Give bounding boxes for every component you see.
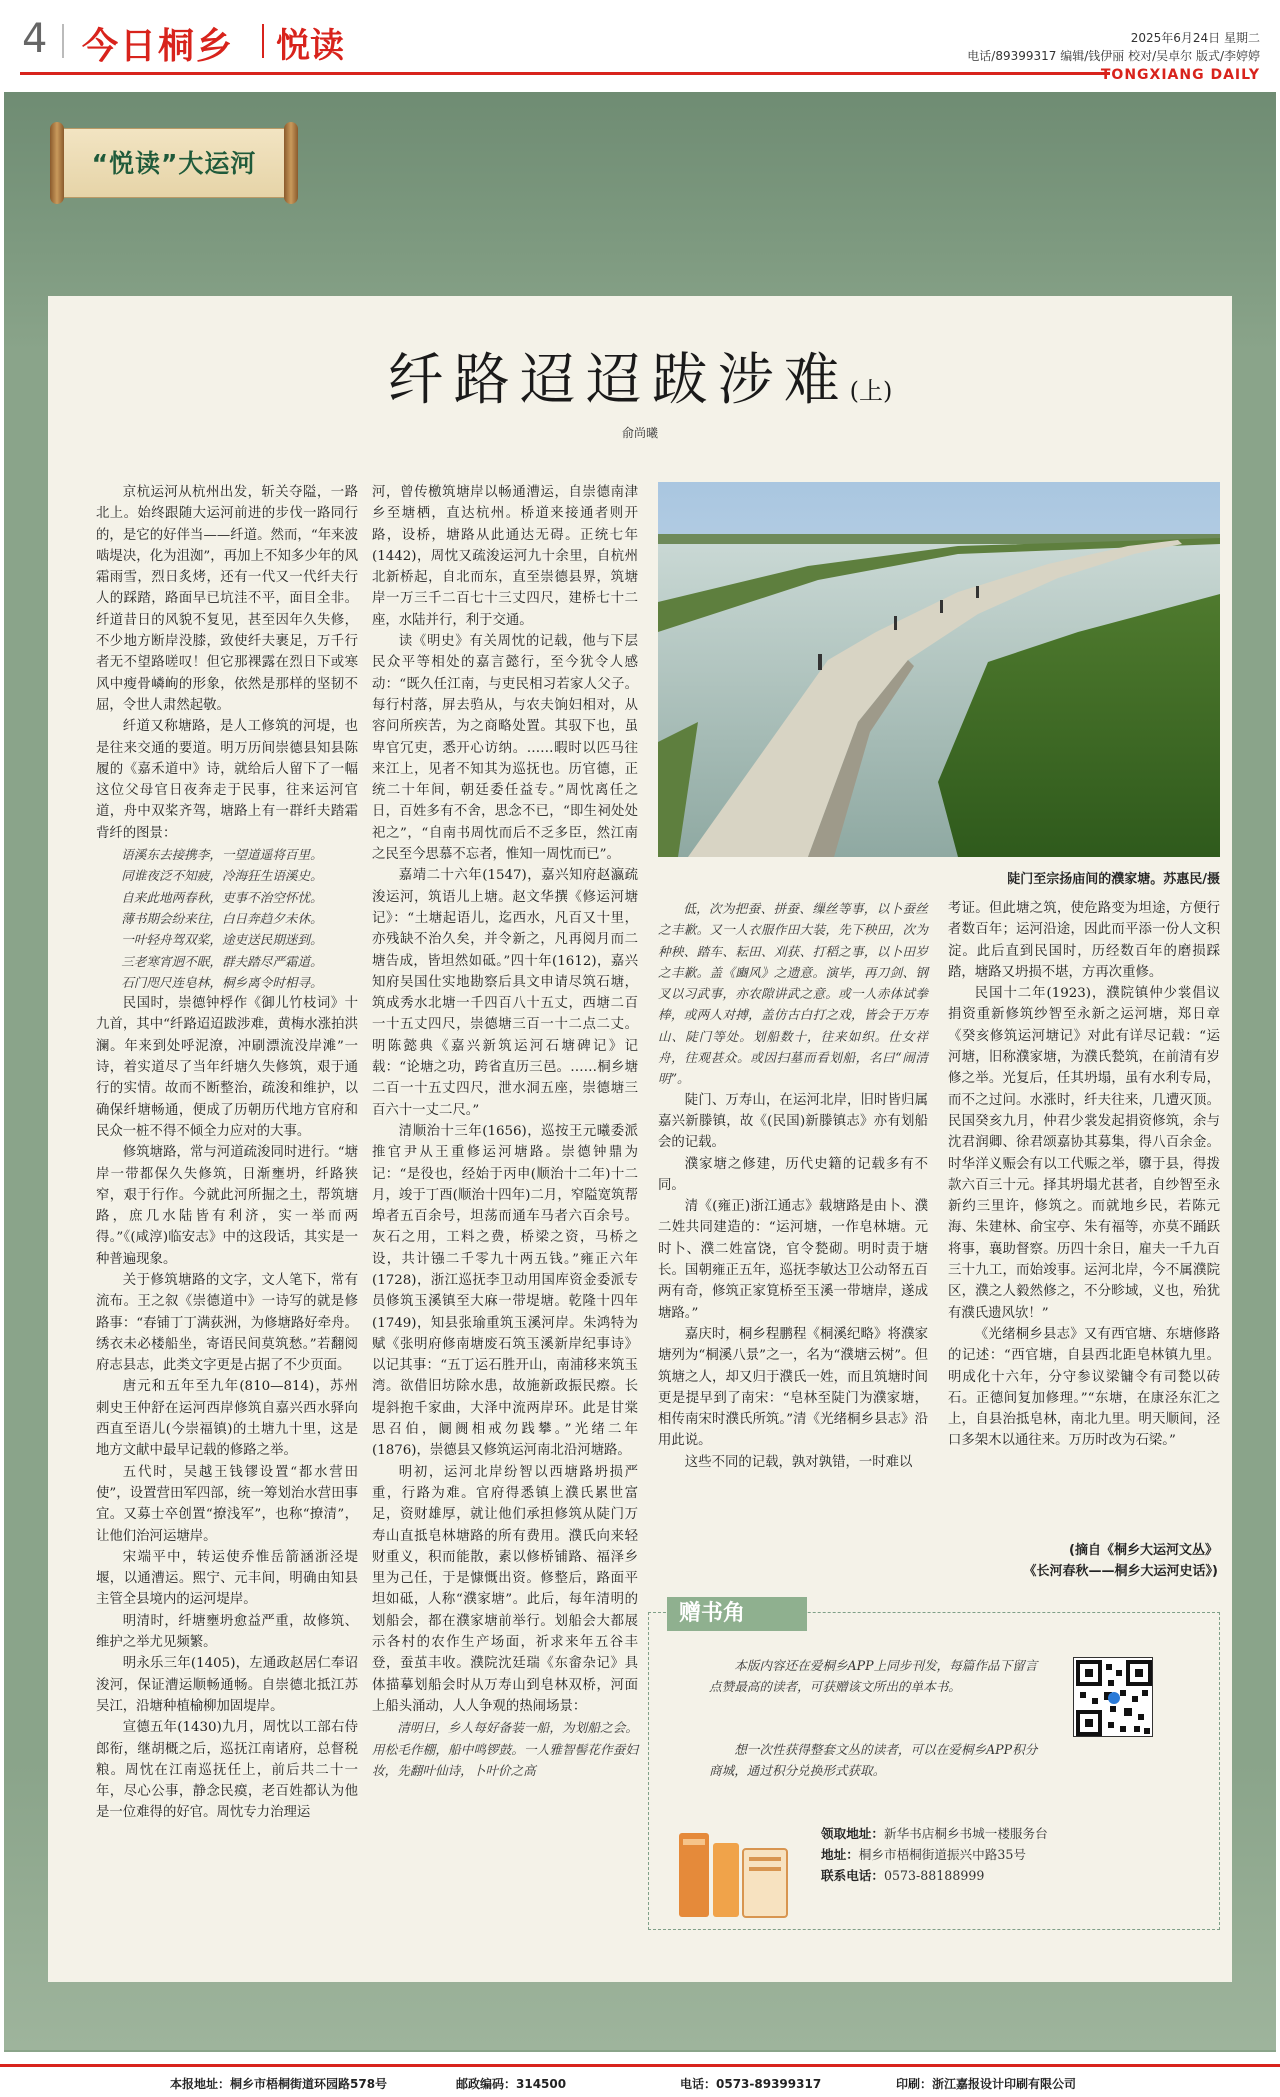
issue-date: 2025年6月24日 星期二 [1130, 31, 1260, 45]
pickup-address-label: 领取地址： [821, 1826, 884, 1841]
paragraph: 京杭运河从杭州出发，斩关夺隘，一路北上。始终跟随大运河前进的步伐一路同行的，是它的好伴当——纤道。然而，“年来波啮堤决，化为沮洳”，再加上不知多少年的风霜雨雪，烈日炙烤，还有一代又一代纤夫行人的踩踏，路面早已坑洼不平，面目全非。纤道昔日的风貌不复见，甚至因年久失修，不少地方断岸没膝，致使纤夫裹足，万千行者无不望路嗟叹！但它那裸露在烈日下或寒风中瘦骨嶙峋的形象，依然是那样的坚韧不屈，令世人肃然起敬。 [96, 485, 358, 713]
paragraph: 这些不同的记载，孰对孰错，一时难以 [684, 1454, 913, 1470]
paragraph: 读《明史》有关周忱的记载，他与下层民众平等相处的嘉言懿行，至今犹令人感动：“既久任江南，与吏民相习若家人父子。每行村落，屏去驺从，与农夫饷妇相对，从容问所疾苦，为之商略处置。其驭下也，虽卑官冗吏，悉开心访纳。……暇时以匹马往来江上，见者不知其为巡抚也。历官德，正统二十年间，朝廷委任益专。”周忱离任之日，百姓多有不舍，思念不已，“即生祠处处祀之”，“自南书周忱而后不乏多臣，然江南之民至今思慕不忘者，惟知一周忱而已”。 [372, 634, 638, 863]
article-author: 俞尚曦 [621, 426, 658, 440]
masthead-rule [20, 72, 1110, 75]
books-illustration-icon [669, 1809, 799, 1919]
text-column-3 [658, 898, 928, 1473]
footer-phone: 电话：0573-89399317 [680, 2077, 822, 2091]
text-column-2 [372, 482, 638, 1781]
masthead [0, 0, 1280, 86]
source-note-line: 《长河春秋——桐乡大运河史话》) [1023, 1564, 1218, 1579]
page-number: 4 [22, 16, 48, 62]
paragraph: 修筑塘路，常与河道疏浚同时进行。“塘岸一带都保久失修筑，日渐壅坍，纤路狭窄，艰于行作。今就此河所掘之土，帮筑塘路，庶几水陆皆有利济，实一举而两得。”《(咸淳)临安志》中的这段话，其实是一种普遍现象。 [96, 1145, 358, 1267]
source-note [968, 1540, 1218, 1582]
qr-code-icon[interactable] [1073, 1657, 1153, 1737]
paragraph: 《光绪桐乡县志》又有西官塘、东塘修路的记述：“西官塘，自县西北距皂林镇九里。明成化十六年，分守参议梁镛令有司甃以砖石。正德间复加修理。”“东塘，在康泾东汇之上，自县治抵皂林，南北九里。明天顺间，泾口多架木以通往来。万历时改为石梁。” [948, 1326, 1220, 1449]
footer-postcode: 邮政编码：314500 [456, 2077, 567, 2091]
paragraph: 清《(雍正)浙江通志》载塘路是由卜、濮二姓共同建造的：“运河塘，一作皂林塘。元时卜、濮二姓富饶，官令甃砌。明时责于塘长。国朝雍正五年，巡抚李敏达卫公动帑五百两有奇，修筑正家筧桥至玉溪一带塘岸，遂成塘路。” [658, 1199, 928, 1321]
editorial-staff: 电话/89399317 编辑/钱伊丽 校对/吴卓尔 版式/李婷婷 [967, 49, 1260, 63]
poem-line: 石门咫尺连皂林，桐乡离令时相寻。 [121, 974, 323, 990]
paragraph: 五代时，吴越王钱镠设置“都水营田使”，设置营田军四部，统一筹划治水营田事宜。又募士卒创置“撩浅军”，也称“撩清”，让他们治河运塘岸。 [96, 1464, 358, 1544]
paragraph: 河，曾传檄筑塘岸以畅通漕运，自崇德南津乡至塘栖，直达杭州。桥道来接通者则开路，设桥，塘路从此通达无碍。正统七年(1442)，周忱又疏浚运河九十余里，自杭州北新桥起，自北而东，直至崇德县界，筑塘岸一万三千二百七十三丈四尺，建桥七十二座，水陆并行，利于交通。 [372, 485, 638, 628]
poem-line: 薄书期会纷来往，白日奔趋夕未休。 [121, 910, 323, 926]
pickup-address-value: 新华书店桐乡书城一楼服务台 [883, 1826, 1048, 1841]
article-title-text: 纤路迢迢跋涉难 [387, 348, 850, 413]
source-note-line: (摘自《桐乡大运河文丛》 [1069, 1543, 1218, 1558]
column-banner-scroll [48, 122, 300, 204]
section-name: 悦读 [276, 26, 344, 66]
masthead-divider [262, 24, 264, 58]
paragraph: 关于修筑塘路的文字，文人笔下，常有流布。王之叙《崇德道中》一诗写的就是修路事：“春铺丁丁满荻洲，为修塘路好牵舟。绣衣未必楼船坐，寄语民间莫筑愁。”若翻阅府志县志，此类文字更是占据了不少页面。 [96, 1272, 358, 1374]
poem-line: 三老寒宵迥不眠，群夫踏尽严霜道。 [121, 953, 323, 969]
text-column-1 [96, 482, 358, 1824]
paragraph: 宣德五年(1430)九月，周忱以工部右侍郎衔，继胡概之后，巡抚江南诸府，总督税粮。周忱在江南巡抚任上，前后共二十一年，尽心公事，静念民瘼，老百姓都认为他是一位难得的好官。周忱专力治理运 [96, 1720, 358, 1821]
paragraph: 民国时，崇德钟桴作《御儿竹枝词》十九首，其中“纤路迢迢跋涉难，黄梅水涨拍洪澜。年来到处呼泥潦，冲刷漂流没岸滩”一诗，着实道尽了当年纤塘久失修筑，艰于通行的实情。故而不断整治，疏浚和维护，以确保纤塘畅通，便成了历朝历代地方官府和民众一桩不得不倾全力应对的大事。 [96, 996, 358, 1139]
poem-line: 一叶轻舟驾双桨，途吏送民期迷到。 [121, 932, 323, 948]
gift-book-contact [821, 1823, 1201, 1886]
article-photo [658, 482, 1220, 857]
poem [96, 844, 358, 993]
paragraph: 纤道又称塘路，是人工修筑的河堤，也是往来交通的要道。明万历间崇德县知县陈履的《嘉禾道中》诗，就给后人留下了一幅这位父母官日夜奔走于民事，往来运河官道，舟中双桨齐驾，塘路上有一群纤夫踏霜背纤的图景： [96, 719, 358, 841]
contact-phone-line [821, 1865, 1201, 1886]
paper-name-logo: 今日桐乡 [82, 26, 235, 67]
paragraph: 宋端平中，转运使乔惟岳箭涵浙泾堤堰，以通漕运。熙宁、元丰间，明确由知县主管全县境内的运河堤岸。 [96, 1549, 358, 1608]
street-address-label: 地址： [821, 1847, 859, 1862]
poem-line: 同谁夜泛不知疲，冷海狂生语溪史。 [121, 868, 323, 884]
paragraph: 濮家塘之修建，历代史籍的记载多有不同。 [658, 1156, 928, 1193]
page-footer [0, 2064, 1280, 2097]
street-address-value: 桐乡市梧桐街道振兴中路35号 [858, 1847, 1026, 1862]
text-column-4 [948, 898, 1220, 1452]
quote-paragraph: 低，次为把蚕、拼蚕、缫丝等事，以卜蚕丝之丰歉。又一人衣服作田大装，先下秧田，次为种秧、踏车、耘田、刈获、打稻之事，以卜田岁之丰歉。盖《豳风》之遗意。演毕，再刀剑、钢叉以习武事，亦农隙讲武之意。或一人赤体试拳棒，或两人对搏，盖仿古白打之戏，皆会于万寿山、陡门等处。划船数十，往来如织。仕女祥舟，往观甚众。或因扫墓而看划船，名曰“闹清明”。 [658, 901, 928, 1087]
gift-book-text: 想一次性获得整套文丛的读者，可以在爱桐乡APP积分商城，通过积分兑换形式获取。 [709, 1742, 1038, 1778]
gift-book-text: 本版内容还在爱桐乡APP上同步刊发，每篇作品下留言点赞最高的读者，可获赠该文所出的单本书。 [709, 1658, 1038, 1694]
article-panel [48, 296, 1232, 1982]
column-banner-title: “悦读”大运河 [91, 149, 257, 178]
paragraph: 陡门、万寿山，在运河北岸，旧时皆归属嘉兴新滕镇，故《(民国)新滕镇志》亦有划船会的记载。 [658, 1092, 928, 1151]
poem-line: 语溪东去接携李，一望道遥将百里。 [121, 847, 323, 863]
paper-name-en: TONGXIANG DAILY [1100, 67, 1260, 83]
paragraph: 唐元和五年至九年(810—814)，苏州刺史王仲舒在运河西岸修筑自嘉兴西水驿向西直至语儿(今崇福镇)的土塘九十里，这是地方文献中最早记载的修路之举。 [96, 1379, 358, 1459]
paragraph: 嘉庆时，桐乡程鹏程《桐溪纪略》将濮家塘列为“桐溪八景”之一，名为“濮塘云树”。但筑塘之人，却又归于濮氏一姓，而且筑塘时间更是提早到了南宋：“皂林至陡门为濮家塘，相传南宋时濮氏所筑。”清《光绪桐乡县志》沿用此说。 [658, 1326, 928, 1449]
paragraph: 民国十二年(1923)，濮院镇仲少裳倡议捐资重新修筑纱智至永新之运河塘，郑日章《癸亥修筑运河塘记》对此有详尽记载：“运河塘，旧称濮家塘，为濮氏甃筑，在前清有岁修之举。光复后，任其坍塌，虽有水利专局，而不之过问。水涨时，纤夫往来，几遭灭顶。民国癸亥九月，仲君少裳发起捐资修筑，余与沈君润卿、徐君颂嘉协其募集，得八百余金。时华洋义赈会有以工代赈之举，隳于县，得拨款六百三十元。择其坍塌尤甚者，自纱智至永新约三里许，修筑之。而就地乡民，若陈元海、朱建林、俞宝亭、朱有福等，亦莫不踊跃将事，襄助督察。历四十余日，雇夫一千九百三十九工，而始竣事。运河北岸，今不属濮院区，濮之人毅然修之，不分畛域，义也，殆犹有濮氏遗风欤！” [948, 986, 1220, 1321]
canal-causeway-photo [658, 482, 1220, 857]
photo-caption: 陡门至宗扬庙间的濮家塘。苏惠民/摄 [1007, 872, 1220, 887]
quote-paragraph: 清明日，乡人每好备装一船，为划船之会。用松毛作棚，船中鸣锣鼓。一人雅智髻花作蚕妇妆，先翻叶仙诗，卜叶价之高 [372, 1720, 638, 1778]
paragraph: 清顺治十三年(1656)，巡按王元曦委派推官尹从王重修运河塘路。崇德钟鼎为记：“是役也，经始于丙申(顺治十二年)十二月，竣于丁酉(顺治十四年)二月，窄隘宽筑帮埠者五百余号，坦荡而通车马者六百余号。灰石之用，工料之费，桥梁之资，马桥之设，共计镪二千零九十两五钱。”雍正六年(1728)，浙江巡抚李卫动用国库资金委派专员修筑玉溪镇至大麻一带堤塘。乾隆十四年(1749)，知县张瑜重筑玉溪河岸。朱鸿特为赋《张明府修南塘废石筑玉溪新岸纪事诗》以记其事：“五丁运石胜开山，南浦移来筑玉湾。欲借旧坊除水患，故施新政振民瘵。长堤斜抱千家曲，大泽中流两岸环。此是甘棠思召伯，阛阓相戒勿践攀。”光绪二年(1876)，崇德县又修筑运河南北沿河塘路。 [372, 1123, 638, 1459]
gift-book-tag: 赠书角 [667, 1597, 807, 1631]
article-title [48, 336, 1232, 416]
gift-book-box [648, 1601, 1220, 1930]
footer-address: 本报地址：桐乡市梧桐街道环园路578号 [170, 2077, 388, 2091]
paragraph: 明清时，纤塘壅坍愈益严重，故修筑、维护之举尤见频繁。 [96, 1613, 358, 1651]
paragraph: 明永乐三年(1405)，左通政赵居仁奉诏浚河，保证漕运顺畅通畅。自崇德北抵江苏吴江，沿塘种植榆柳加固堤岸。 [96, 1656, 358, 1714]
footer-printer: 印刷：浙江嘉报设计印刷有限公司 [896, 2077, 1077, 2091]
contact-phone-value: 0573-88188999 [883, 1868, 985, 1883]
paragraph: 考证。但此塘之筑，使危路变为坦途，方便行者数百年；运河沿途，因此而平添一份人文积淀。此后直到民国时，历经数百年的磨损踩踏，塘路又坍损不堪，方再次重修。 [948, 901, 1220, 980]
pickup-address-line [821, 1823, 1201, 1844]
paragraph: 明初，运河北岸纷智以西塘路坍损严重，行路为难。官府得悉镇上濮氏累世富足，资财雄厚，就让他们承担修筑从陡门万寿山直抵皂林塘路的所有费用。濮氏向来轻财重义，积而能散，素以修桥铺路、福泽乡里为己任，于是慷慨出资。修整后，路面平坦如砥，人称“濮家塘”。此后，每年清明的划船会，都在濮家塘前举行。划船会大都展示各村的农作生产场面，祈求来年五谷丰登，蚕茧丰收。濮院沈廷瑞《东畲杂记》具体描摹划船会时从万寿山到皂林双桥，河面上船头涌动，人人争观的热闹场景： [372, 1464, 638, 1714]
poem-line: 自来此地两春秋，吏事不治空怀忧。 [121, 889, 323, 905]
contact-phone-label: 联系电话： [821, 1868, 884, 1883]
paragraph: 嘉靖二十六年(1547)，嘉兴知府赵瀛疏浚运河，筑语儿上塘。赵文华撰《修运河塘记》：“土塘起语儿，迄西水，凡百又十里，亦残缺不治久矣，并令新之，凡再阅月而二塘告成，皆坦然如砥。”四十年(1612)，嘉兴知府吴国仕实地勘察后具文申请尽筑石塘，筑成秀水北塘一千四百八十五丈，西塘二百一十五丈四尺，崇德塘三百一十二点二丈。明陈懿典《嘉兴新筑运河石塘碑记》记载：“论塘之功，跨省直历三邑。……桐乡塘二百一十五丈四尺，泄水洞五座，崇德塘三百六十一丈二尺。” [372, 868, 638, 1118]
street-address-line [821, 1844, 1201, 1865]
article-title-part: (上) [849, 377, 893, 405]
masthead-divider [62, 24, 64, 58]
